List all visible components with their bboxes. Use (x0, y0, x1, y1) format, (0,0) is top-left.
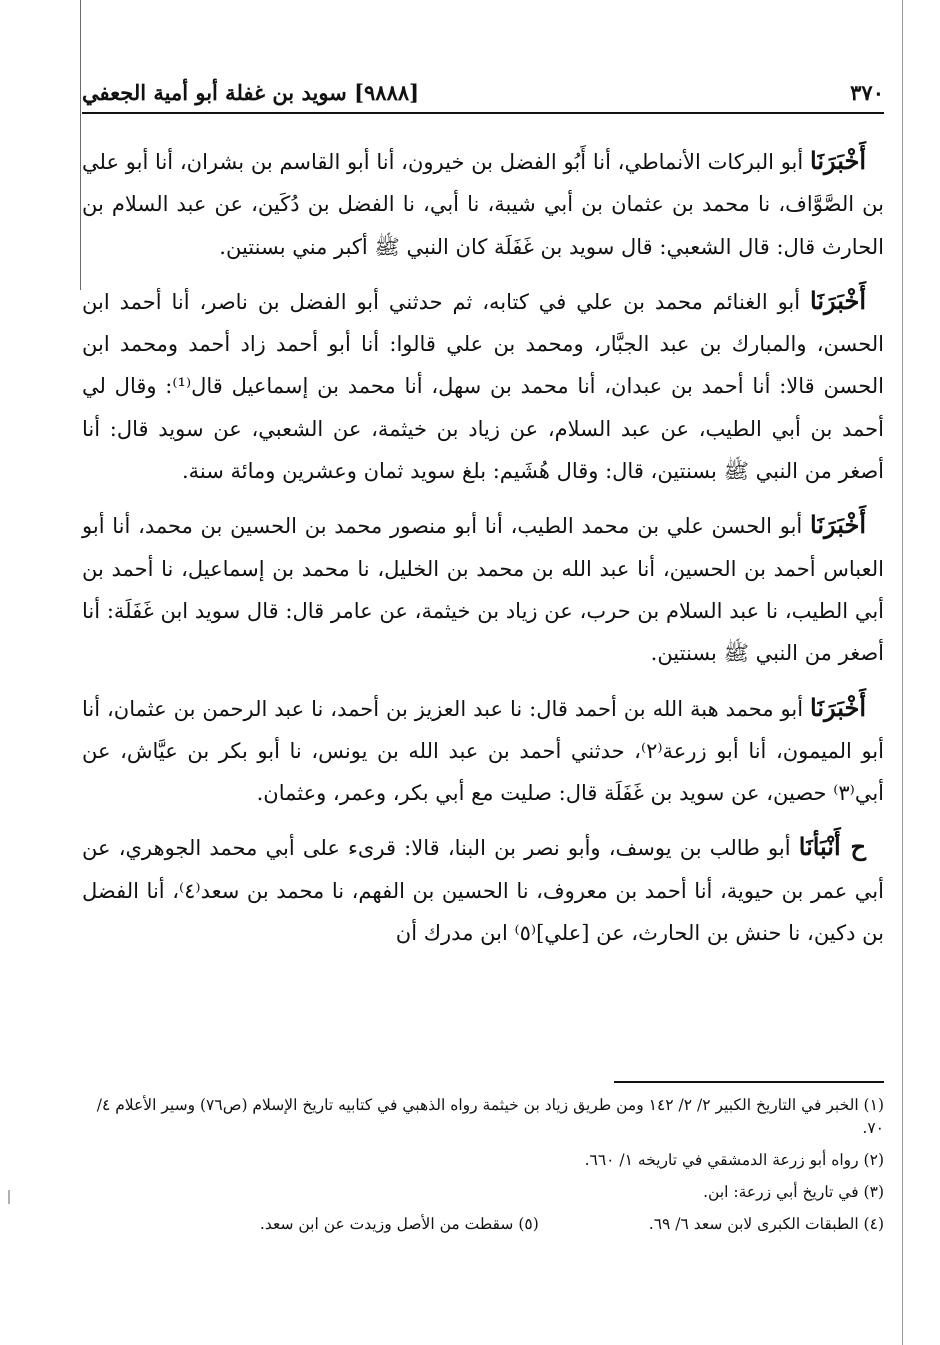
footnotes (82, 1094, 884, 1245)
footnote-rule (614, 1081, 884, 1083)
scan-edge-line (902, 0, 903, 1345)
paragraph-lead: أَخْبَرَنَا (810, 510, 866, 540)
page-number: ٣٧٠ (850, 79, 884, 105)
paragraph (82, 280, 884, 492)
paragraph (82, 687, 884, 815)
scan-speck (8, 1190, 10, 1204)
footnote-row (82, 1213, 884, 1236)
paragraph-lead: ح أَنْبَأنَا (798, 832, 866, 862)
paragraph-text: أبو الغنائم محمد بن علي في كتابه، ثم حدثني أبو الفضل بن ناصر، أنا أحمد ابن الحسن، والمبارك بن عبد الجبَّار، ومحمد بن علي قالوا: أنا أبو أحمد زاد أحمد ومحمد ابن الحسن قالا: أنا أحمد بن عبدان، أنا محمد بن سهل، أنا محمد بن إسماعيل قال⁽¹⁾: وقال لي أحمد بن أبي الطيب، عن عبد السلام، عن زياد بن خيثمة، عن الشعبي، عن سويد قال: أنا أصغر من النبي ﷺ بسنتين، قال: وقال هُشَيم: بلغ سويد ثمان وعشرين ومائة سنة. (82, 289, 884, 484)
scan-edge-line (80, 0, 81, 290)
footnote-1: (١) الخبر في التاريخ الكبير ٢/ ٢/ ١٤٢ ومن طريق زياد بن خيثمة رواه الذهبي في كتابيه تاريخ الإسلام (ص٧٦) وسير الأعلام ٤/ ٧٠. (96, 1096, 884, 1137)
footnote-2: (٢) رواه أبو زرعة الدمشقي في تاريخه ١/ ٦٦٠. (584, 1151, 884, 1169)
paragraph (82, 826, 884, 954)
main-text (82, 140, 884, 966)
paragraph-text: أبو البركات الأنماطي، أنا أَبُو الفضل بن خيرون، أنا أبو القاسم بن بشران، أنا أبو علي بن الصَّوَّاف، نا محمد بن عثمان بن أبي شيبة، نا أبي، نا الفضل بن دُكَين، عن عبد السلام بن الحارث قال: قال الشعبي: قال سويد بن غَفَلَة كان النبي ﷺ أكبر مني بسنتين. (82, 150, 884, 259)
running-title: [٩٨٨٨] سويد بن غفلة أبو أمية الجعفي (82, 79, 420, 105)
paragraph-lead: أَخْبَرَنَا (810, 146, 866, 175)
paragraph (82, 140, 884, 268)
page-header (82, 72, 884, 112)
footnote-4: (٤) الطبقات الكبرى لابن سعد ٦/ ٦٩. (648, 1215, 884, 1233)
paragraph-lead: أَخْبَرَنَا (810, 285, 866, 315)
paragraph-lead: أَخْبَرَنَا (810, 692, 866, 722)
header-rule (82, 112, 884, 114)
paragraph-text: أبو الحسن علي بن محمد الطيب، أنا أبو منصور محمد بن الحسين بن محمد، أنا أبو العباس أحمد بن الحسين، أنا عبد الله بن محمد بن الخليل، نا محمد بن إسماعيل، نا أحمد بن أبي الطيب، نا عبد السلام بن حرب، عن زياد بن خيثمة، عن عامر قال: قال سويد ابن غَفَلَة: أنا أصغر من النبي ﷺ بسنتين. (82, 514, 884, 666)
footnote-3: (٣) في تاريخ أبي زرعة: ابن. (703, 1183, 884, 1201)
paragraph-text: أبو طالب بن يوسف، وأبو نصر بن البنا، قالا: قرىء على أبي محمد الجوهري، عن أبي عمر بن حيوية، أنا أحمد بن معروف، نا الحسين بن الفهم، نا محمد بن سعد⁽٤⁾، أنا الفضل بن دكين، نا حنش بن الحارث، عن [علي]⁽٥⁾ ابن مدرك أن (82, 836, 884, 946)
footnote-5: (٥) سقطت من الأصل وزيدت عن ابن سعد. (259, 1215, 539, 1233)
paragraph (82, 504, 884, 674)
paragraph-text: أبو محمد هبة الله بن أحمد قال: نا عبد العزيز بن أحمد، نا عبد الرحمن بن عثمان، أنا أبو الميمون، أنا أبو زرعة⁽٢⁾، حدثني أحمد بن عبد الله بن يونس، نا أبو بكر بن عيَّاش، عن أبي⁽٣⁾ حصين، عن سويد بن غَفَلَة قال: صليت مع أبي بكر، وعمر، وعثمان. (82, 696, 884, 806)
